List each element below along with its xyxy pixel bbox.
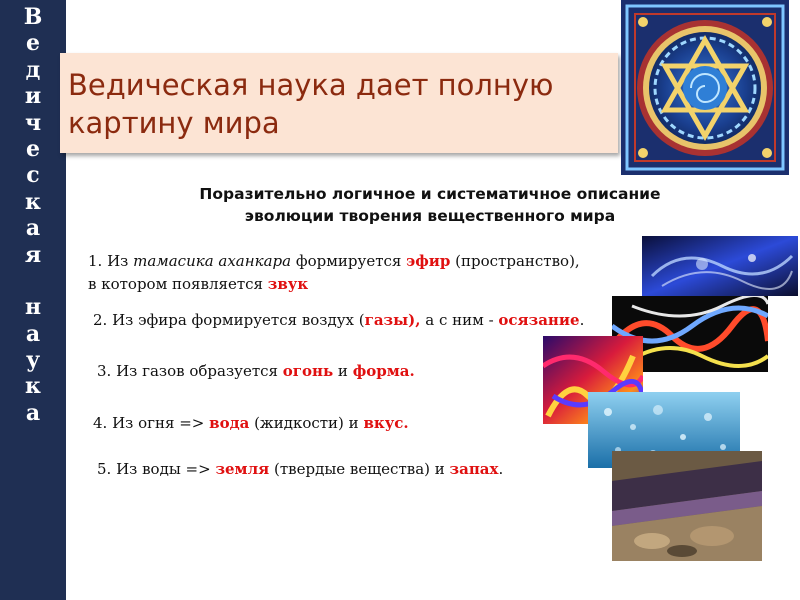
vertical-letter: В [23,4,43,30]
item-5-text: . [498,460,504,478]
earth-image [612,451,762,561]
vertical-letter: к [25,373,41,400]
item-1-text: в котором появляется [88,275,268,293]
title-box [60,53,618,153]
vertical-letter: а [25,399,41,426]
vertical-letter: и [24,83,42,110]
item-4-text: (жидкости) и [249,414,364,432]
item-2 [93,311,584,329]
item-1-text: (пространство), [450,252,580,270]
item-5-text: 5. Из воды => [97,460,216,478]
vertical-letter: а [25,215,41,242]
item-4 [93,414,409,432]
vertical-letter: е [26,30,40,57]
item-3-highlight-form: форма. [352,362,415,380]
vertical-letter: у [25,347,41,374]
item-5-text: (твердые вещества) и [269,460,450,478]
mandala-image [621,0,789,175]
subtitle-line-2: эволюции творения вещественного мира [244,207,616,225]
item-5-highlight-smell: запах [449,460,499,478]
item-2-text: . [579,311,585,329]
item-1-italic: тамасика аханкара [133,252,292,270]
item-2-text: а с ним - [420,311,499,329]
item-4-highlight-taste: вкус. [363,414,409,432]
item-3 [97,362,415,380]
vertical-letter [0,268,66,294]
subtitle [150,183,710,227]
item-5 [97,460,503,478]
slide-title: Ведическая наука дает полную картину мира [68,68,554,140]
item-1-text: 1. Из [88,252,134,270]
vertical-letter: с [26,162,40,189]
vertical-title [0,4,66,426]
item-1-highlight-ether: эфир [406,252,451,270]
subtitle-line-1: Поразительно логичное и систематичное описание [199,185,661,203]
item-1-line-2 [88,275,308,293]
item-1-text: формируется [291,252,407,270]
item-1-highlight-sound: звук [267,275,309,293]
vertical-letter: ч [24,109,42,136]
item-4-text: 4. Из огня => [93,414,210,432]
item-2-highlight-gases: газы), [364,311,421,329]
vertical-letter: я [24,241,42,268]
item-5-highlight-earth: земля [215,460,270,478]
vertical-letter: н [24,294,42,321]
vertical-letter: е [26,135,40,162]
ether-image [642,236,798,296]
item-4-highlight-water: вода [209,414,250,432]
vertical-letter: д [25,56,41,83]
item-2-text: 2. Из эфира формируется воздух ( [93,311,365,329]
vertical-letter: а [25,320,41,347]
item-3-text: 3. Из газов образуется [97,362,283,380]
vertical-title-bar [0,0,66,600]
item-3-text: и [333,362,353,380]
item-3-highlight-fire: огонь [282,362,334,380]
vertical-letter: к [25,188,41,215]
item-1-line-1 [88,252,580,270]
item-2-highlight-touch: осязание [498,311,580,329]
